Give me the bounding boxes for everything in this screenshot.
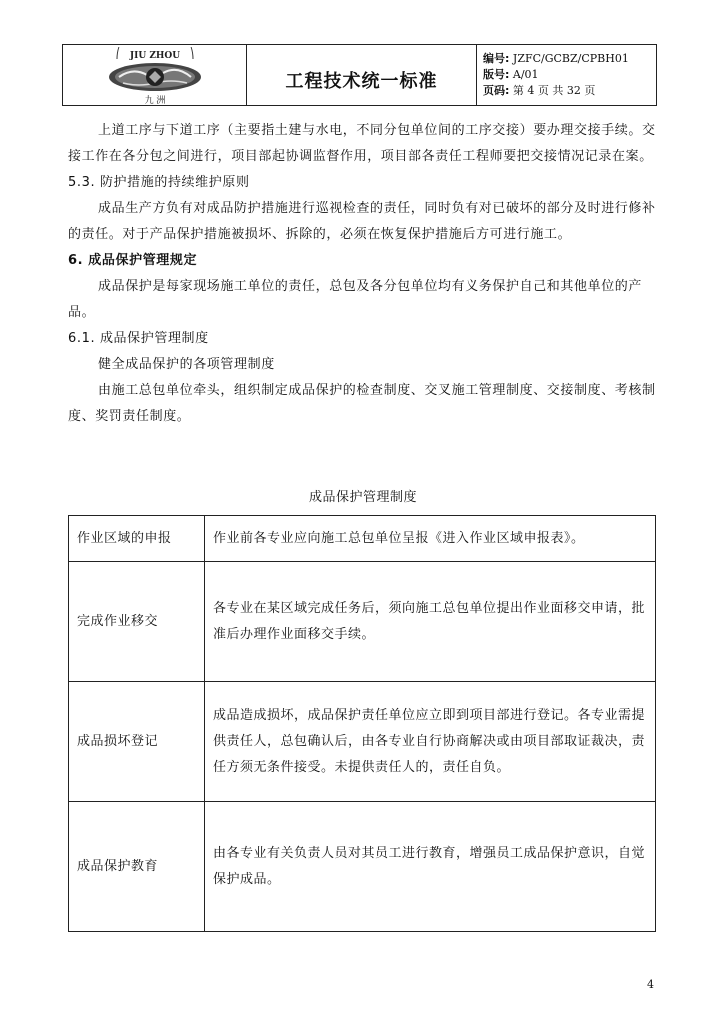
document-title: 工程技术统一标准 <box>247 45 477 105</box>
document-header <box>62 44 657 106</box>
logo-bottom-text: 九 洲 <box>144 96 166 106</box>
code-value: JZFC/GCBZ/CPBH01 <box>512 52 629 65</box>
table-cell-desc: 由各专业有关负责人员对其员工进行教育，增强员工成品保护意识，自觉保护成品。 <box>205 802 656 932</box>
table-cell-item: 成品损坏登记 <box>69 682 205 802</box>
page-number: 4 <box>647 978 654 991</box>
document-meta <box>477 45 656 105</box>
code-label: 编号: <box>483 52 510 65</box>
rules-table <box>68 515 656 932</box>
table-cell-item: 完成作业移交 <box>69 562 205 682</box>
version-value: A/01 <box>512 68 539 81</box>
table-caption: 成品保护管理制度 <box>308 490 417 505</box>
version-label: 版号: <box>483 68 510 81</box>
logo-top-text: JIU ZHOU <box>129 51 181 61</box>
heading-6-1: 6.1. 成品保护管理制度 <box>68 331 209 346</box>
globe-logo-icon <box>103 47 207 107</box>
table-row <box>69 802 656 932</box>
table-row <box>69 682 656 802</box>
page-row <box>483 83 656 99</box>
table-row <box>69 562 656 682</box>
code-row <box>483 51 656 67</box>
table-cell-item: 作业区域的申报 <box>69 516 205 562</box>
table-row <box>69 516 656 562</box>
page-value: 第 4 页 共 32 页 <box>512 84 596 97</box>
version-row <box>483 67 656 83</box>
table-cell-item: 成品保护教育 <box>69 802 205 932</box>
paragraph-system: 由施工总包单位牵头，组织制定成品保护的检查制度、交叉施工管理制度、交接制度、考核制度、奖罚责任制度。 <box>68 383 656 424</box>
paragraph-handover: 上道工序与下道工序（主要指土建与水电，不同分包单位间的工序交接）要办理交接手续。交接工作在各分包之间进行，项目部起协调监督作用，项目部各责任工程师要把交接情况记录在案。 <box>68 123 656 164</box>
heading-5-3: 5.3. 防护措施的持续维护原则 <box>68 175 250 190</box>
document-body <box>68 118 658 430</box>
table-cell-desc: 成品造成损坏，成品保护责任单位应立即到项目部进行登记。各专业需提供责任人，总包确认后，由各专业自行协商解决或由项目部取证裁决，责任方须无条件接受。未提供责任人的，责任自负。 <box>205 682 656 802</box>
table-cell-desc: 各专业在某区域完成任务后，须向施工总包单位提出作业面移交申请，批准后办理作业面移交手续。 <box>205 562 656 682</box>
subheading-6-1: 健全成品保护的各项管理制度 <box>98 357 275 372</box>
page-label: 页码: <box>483 84 510 97</box>
paragraph-responsibility: 成品保护是每家现场施工单位的责任，总包及各分包单位均有义务保护自己和其他单位的产品。 <box>68 279 643 320</box>
heading-6: 6. 成品保护管理规定 <box>68 253 198 268</box>
logo-cell <box>63 45 247 105</box>
paragraph-maintenance: 成品生产方负有对成品防护措施进行巡视检查的责任，同时负有对已破坏的部分及时进行修补的责任。对于产品保护措施被损坏、拆除的，必须在恢复保护措施后方可进行施工。 <box>68 201 656 242</box>
table-cell-desc: 作业前各专业应向施工总包单位呈报《进入作业区域申报表》。 <box>205 516 656 562</box>
